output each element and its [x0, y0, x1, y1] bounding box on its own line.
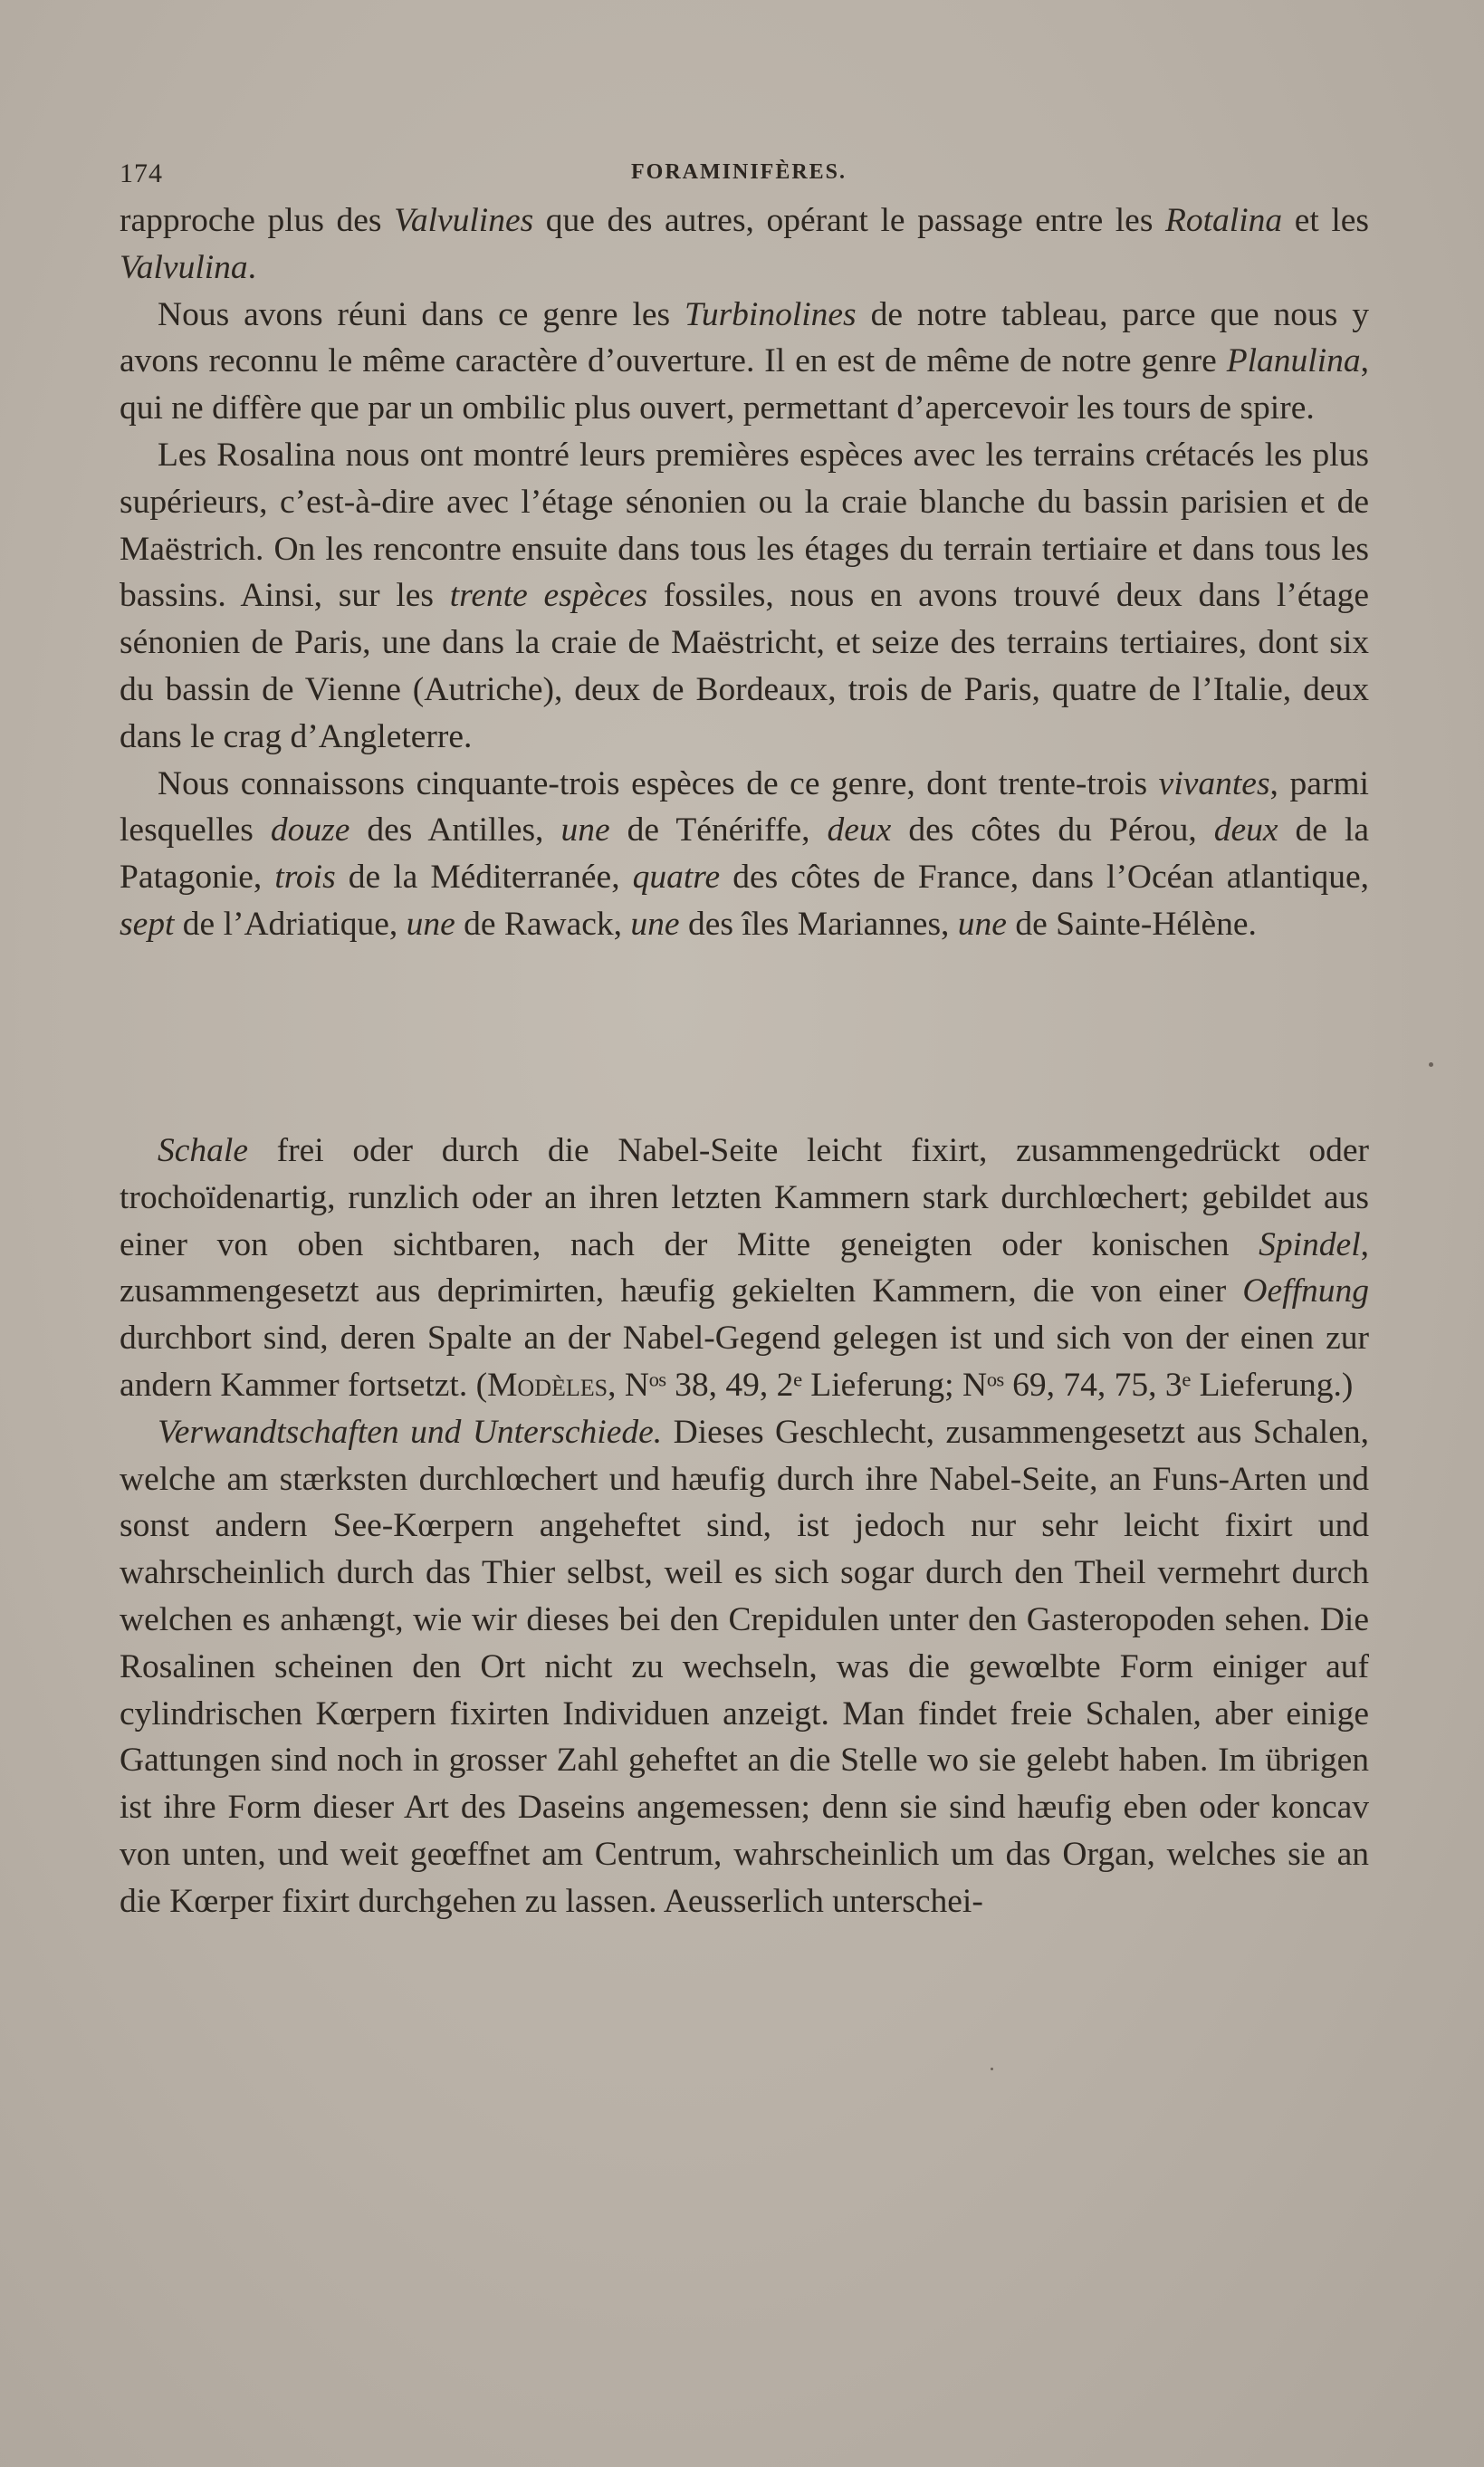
italic-run: une	[560, 811, 610, 850]
text-run: de Rawack,	[455, 905, 631, 943]
italic-run: douze	[270, 811, 350, 850]
italic-run: Spindel	[1259, 1225, 1361, 1263]
text-run: fossiles, nous en avons trouvé deux dans l’étage sénonien de Paris, une dans la craie de Maëstricht, et seize des terrains tertiaires, dont six du bassin de Vienne (Autriche), deux de Bordeaux, trois de Paris, quatre de l’Italie, deux dans le crag d’Angleterre.	[120, 577, 1370, 755]
french-paragraph-4	[120, 761, 1369, 948]
italic-run: une	[957, 905, 1007, 943]
text-run: , Nᵒˢ 38, 49, 2ᵉ Lieferung; Nᵒˢ 69, 74, 75, 3ᵉ Lieferung.)	[608, 1366, 1354, 1404]
text-run: des côtes de France, dans l’Océan atlantique,	[720, 859, 1369, 897]
text-run: durchbort sind, deren Spalte an der Nabel-Gegend gelegen ist und sich von der einen zur andern Kammer fortsetzt. (	[120, 1320, 1369, 1404]
page-number: 174	[120, 158, 163, 188]
text-run: Nous connaissons cinquante-trois espèces de ce genre, dont trente-trois	[158, 764, 1159, 802]
text-run: frei oder durch die Nabel-Seite leicht fixirt, zusammengedrückt oder trochoïdenartig, runzlich oder an ihren letzten Kammern stark durchlœchert; gebildet aus einer von oben sichtbaren, nach der Mitte geneigten oder konischen	[120, 1132, 1369, 1263]
text-run: de la Patagonie,	[120, 811, 1369, 897]
italic-run: vivantes	[1158, 764, 1270, 802]
italic-run: trois	[274, 859, 336, 897]
french-section	[120, 197, 1369, 948]
page-header	[120, 158, 1369, 195]
text-run: Les Rosalina nous ont montré leurs premières espèces avec les terrains crétacés les plus supérieurs, c’est-à-dire avec l’étage sénonien ou la craie blanche du bassin parisien et de Maëstrich. On les rencontre ensuite dans tous les étages du terrain tertiaire et dans tous les bassins. Ainsi, sur les	[120, 436, 1369, 615]
italic-run: trente espèces	[449, 577, 648, 615]
text-run: de Sainte-Hélène.	[1006, 905, 1257, 943]
text-run: , qui ne diffère que par un ombilic plus ouvert, permettant d’apercevoir les tours de spire.	[120, 342, 1369, 427]
italic-run: une	[406, 905, 455, 943]
text-run: des îles Mariannes,	[679, 905, 958, 943]
text-run: , parmi lesquelles	[120, 764, 1369, 850]
text-run: rapproche plus des	[120, 202, 395, 239]
italic-run: Turbinolines	[685, 295, 857, 333]
italic-run: sept	[120, 905, 175, 943]
text-run: et les	[1282, 202, 1369, 239]
italic-run: Schale	[158, 1132, 248, 1169]
italic-run: une	[630, 905, 680, 943]
text-run: de l’Adriatique,	[174, 905, 407, 943]
italic-run: quatre	[632, 859, 721, 897]
german-paragraph-2	[120, 1409, 1369, 1925]
running-title: FORAMINIFÈRES.	[631, 160, 847, 184]
italic-run: deux	[1213, 811, 1278, 850]
text-run: de notre tableau, parce que nous y avons reconnu le même caractère d’ouverture. Il en est de même de notre genre	[120, 295, 1369, 380]
french-paragraph-1	[120, 197, 1369, 292]
text-run: , zusammengesetzt aus deprimirten, hæufig gekielten Kammern, die von einer	[120, 1225, 1369, 1310]
italic-run: Planulina	[1226, 342, 1361, 380]
text-run: Nous avons réuni dans ce genre les	[158, 295, 685, 333]
text-run: .	[247, 248, 257, 286]
text-run: Dieses Geschlecht, zusammengesetzt aus Schalen, welche am stærksten durchlœchert und hæufig durch ihre Nabel-Seite, an Funs-Arten und sonst andern See-Kœrpern angeheftet sind, ist jedoch nur sehr leicht fixirt und wahrscheinlich durch das Thier selbst, weil es sich sogar durch den Theil vermehrt durch welchen es anhængt, wie wir dieses bei den Crepidulen unter den Gasteropoden sehen. Die Rosalinen scheinen den Ort nicht zu wechseln, was die gewœlbte Form einiger auf cylindrischen Kœrpern fixirten Individuen anzeigt. Man findet freie Schalen, aber einige Gattungen sind noch in grosser Zahl geheftet an die Stelle wo sie gelebt haben. Im übrigen ist ihre Form dieser Art des Daseins angemessen; denn sie sind hæufig eben oder koncav von unten, und weit geœffnet am Centrum, wahrscheinlich um das Organ, welches sie an die Kœrper fixirt durchgehen zu lassen. Aeusserlich unterschei-	[120, 1413, 1369, 1920]
german-paragraph-1	[120, 1128, 1369, 1409]
text-run: des côtes du Pérou,	[891, 811, 1214, 850]
paper-speck	[991, 2068, 993, 2070]
text-run: de la Méditerranée,	[335, 859, 633, 897]
italic-run: Valvulines	[394, 202, 534, 239]
small-caps-run: Modèles	[487, 1366, 608, 1404]
german-section	[120, 1128, 1369, 1925]
french-paragraph-2	[120, 292, 1369, 432]
paper-speck	[1429, 1062, 1433, 1067]
italic-run: Verwandtschaften und Unterschiede.	[158, 1413, 663, 1451]
french-paragraph-3	[120, 432, 1369, 761]
italic-run: Oeffnung	[1242, 1272, 1369, 1310]
italic-run: Rotalina	[1164, 202, 1283, 239]
text-run: de Ténériffe,	[609, 811, 828, 850]
italic-run: deux	[827, 811, 892, 850]
italic-run: Valvulina	[120, 248, 248, 286]
text-run: des Antilles,	[349, 811, 561, 850]
text-run: que des autres, opérant le passage entre les	[533, 202, 1165, 239]
